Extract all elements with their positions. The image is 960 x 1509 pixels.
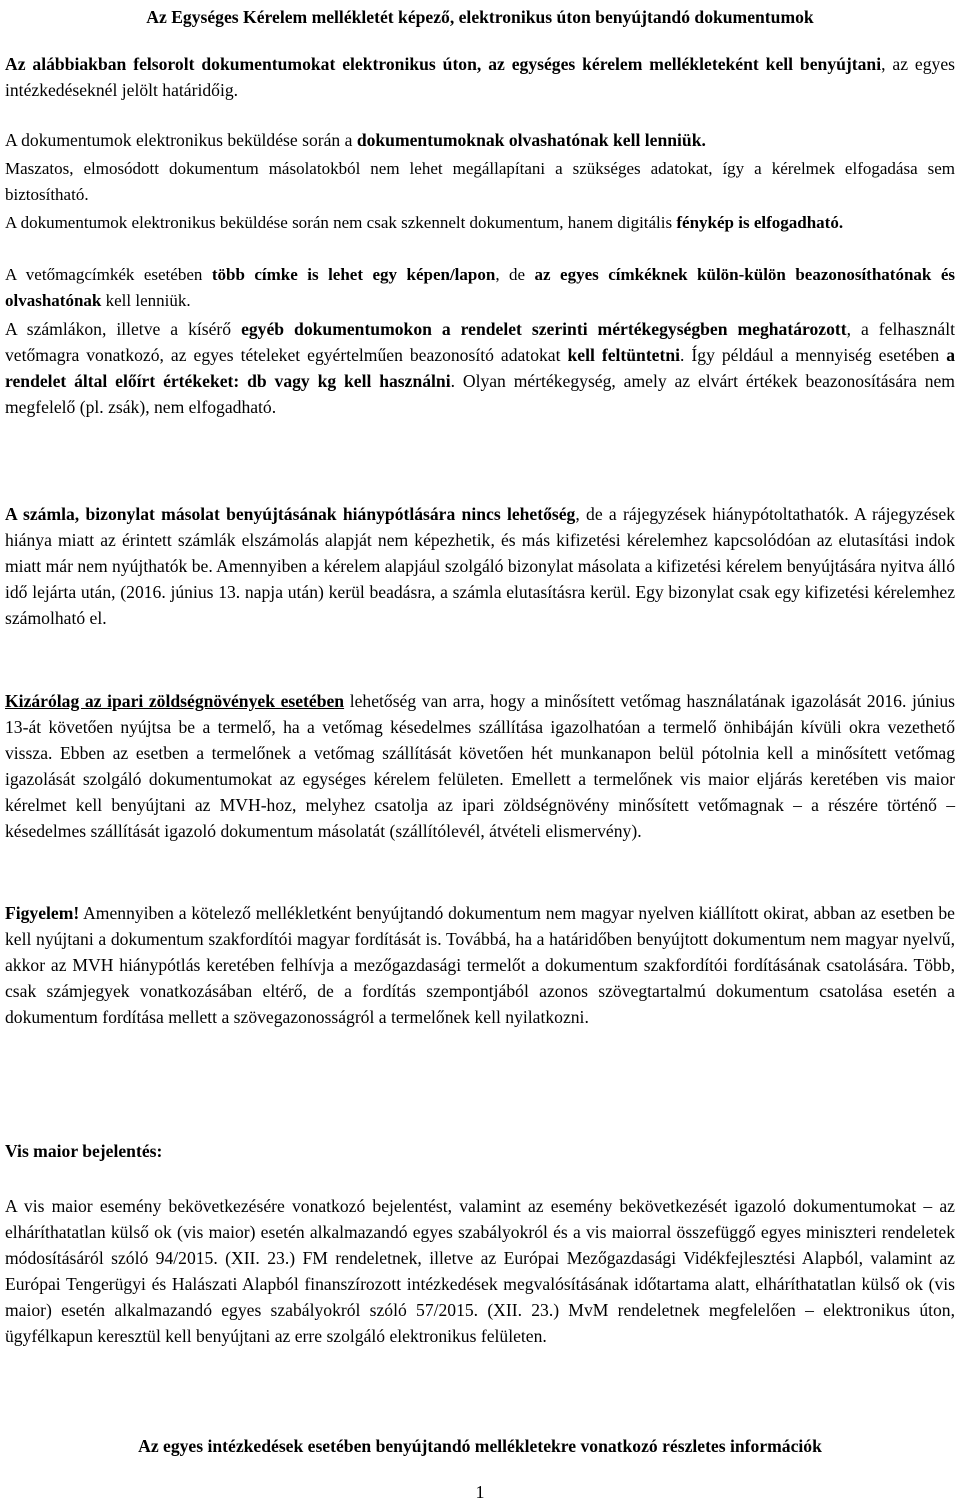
page-number: 1 — [475, 1482, 485, 1502]
seed-labels-text-a: A vetőmagcímkék esetében — [5, 265, 212, 284]
attention-label: Figyelem! — [5, 903, 80, 923]
units-text-e: . Így például a mennyiség esetében — [680, 345, 947, 366]
readability-text: A dokumentumok elektronikus beküldése során a — [5, 130, 357, 150]
photo-text: A dokumentumok elektronikus beküldése során nem csak szkennelt dokumentum, hanem digitális — [5, 213, 677, 232]
attention-paragraph — [5, 900, 955, 1030]
intro-paragraph — [5, 51, 955, 103]
units-bold-f: a rendelet által előírt értékeket: db vagy kg kell használni — [5, 345, 955, 392]
blurry-copies-paragraph: Maszatos, elmosódott dokumentum másolatokból nem lehet megállapítani a szükséges adatokat, így a kérelmek elfogadása sem biztosítható. — [5, 159, 955, 205]
deficiency-bold: A számla, bizonylat másolat benyújtásának hiánypótlására nincs lehetőség — [5, 504, 576, 524]
seed-labels-bold-b: több címke is lehet egy képen/lapon — [211, 265, 496, 284]
industrial-vegetables-underlined: Kizárólag az ipari zöldségnövények esetében — [5, 691, 345, 711]
vis-maior-heading: Vis maior bejelentés: — [5, 1141, 163, 1161]
units-text-a: A számlákon, illetve a kísérő — [5, 319, 242, 339]
seed-labels-text-c: , de — [495, 265, 535, 284]
readability-bold: dokumentumoknak olvashatónak kell lenniük. — [356, 130, 706, 150]
seed-labels-text-e: kell lenniük. — [101, 291, 191, 311]
vis-maior-paragraph: A vis maior esemény bekövetkezésére vonatkozó bejelentést, valamint az esemény bekövetkezését igazoló dokumentumokat – az elháríthatatlan külső ok (vis maior) esetén alkalmazandó egyes szabályokról és a vis maiorral összefüggő egyes miniszteri rendeletek módosításáról szóló 94/2015. (XII. 23.) FM rendeletnek, illetve az Európai Mezőgazdasági Vidékfejlesztési Alapból, valamint az Európai Tengerügyi és Halászati Alapból finanszírozott intézkedések megvalósításának időtartama alatt, elháríthatatlan külső ok (vis maior) esetén alkalmazandó egyes szabályokról szóló 57/2015. (XII. 23.) MvM rendeletnek megfelelően – elektronikus úton, ügyfélkapun keresztül kell benyújtani az erre szolgáló elektronikus felületen. — [5, 1196, 955, 1347]
photo-bold: fénykép is elfogadható. — [676, 213, 844, 232]
invoice-deficiency-paragraph — [5, 501, 955, 631]
intro-rest: , az egyes intézkedéseknél jelölt határidőig. — [5, 54, 955, 101]
attention-text: Amennyiben a kötelező mellékletként benyújtandó dokumentum nem magyar nyelven kiállított okirat, abban az esetben be kell nyújtani a dokumentum szakfordítói magyar fordítását is. Továbbá, ha a határidőben benyújtott dokumentum nem magyar nyelvű, akkor az MVH hiánypótlás keretében felhívja a mezőgazdasági termelőt a dokumentum szakfordítói fordításának csatolására. Több, csak számjegyek vonatkozásában eltérő, de a fordítás szempontjából azonos szövegtartalmú dokumentum csatolása esetén a dokumentum fordítása mellett a szövegazonosságról a termelőnek kell nyilatkozni. — [5, 903, 955, 1028]
industrial-vegetables-paragraph — [5, 688, 955, 845]
intro-bold: Az alábbiakban felsorolt dokumentumokat elektronikus úton, az egységes kérelem mellékleteként kell benyújtani — [5, 54, 882, 74]
readability-paragraph — [5, 127, 955, 153]
units-text-g: . Olyan mértékegység, amely az elvárt értékek beazonosítására nem megfelelő (pl. zsák), nem elfogadható. — [5, 371, 955, 418]
deficiency-text: , de a rájegyzések hiánypótoltathatók. A rájegyzések hiánya miatt az érintett számlák elszámolás alapját nem képezhetik, és más kifizetési kérelemhez kapcsolódóan az elutasítási indok miatt már nem nyújthatók be. Amennyiben a kérelem alapjául szolgáló bizonylat másolata a kifizetési kérelem benyújtására nyitva álló idő lejárta után, (2016. június 13. napja után) kerül beadásra, a számla elutasításra kerül. Egy bizonylat csak egy kifizetési kérelemhez számolható el. — [5, 504, 955, 629]
seed-labels-paragraph — [5, 262, 955, 314]
document-title: Az Egységes Kérelem mellékletét képező, elektronikus úton benyújtandó dokumentumok — [146, 7, 814, 27]
units-bold-b: egyéb dokumentumokon a rendelet szerinti mértékegységben meghatározott — [241, 319, 847, 339]
industrial-vegetables-text: lehetőség van arra, hogy a minősített vetőmag használatának igazolását 2016. június 13-át követően nyújtsa be a termelő, ha a vetőmag késedelmes szállítása igazolhatóan a termelő önhibáján kívüli okra vezethető vissza. Ebben az esetben a termelőnek a vetőmag szállítását követően hét munkanapon belül pótolnia kell a minősített vetőmag igazolását szolgáló dokumentumokat az egységes kérelem felületen. Emellett a termelőnek vis maior eljárás keretében vis maior kérelmet kell benyújtani az MVH-hoz, melyhez csatolja az ipari zöldségnövény minősített vetőmagnak – a részére történő – késedelmes szállítását igazoló dokumentum másolatát (szállítólevél, átvételi elismervény). — [5, 691, 955, 842]
units-bold-d: kell feltüntetni — [567, 345, 681, 366]
photo-paragraph — [5, 210, 955, 236]
seed-labels-bold-d: az egyes címkéknek külön-külön beazonosíthatónak és olvashatónak — [5, 265, 955, 311]
details-heading: Az egyes intézkedések esetében benyújtandó mellékletekre vonatkozó részletes információk — [138, 1436, 822, 1456]
units-text-c: , a felhasznált vetőmagra vonatkozó, az egyes tételeket egyértelműen beazonosító adatokat — [5, 319, 955, 366]
invoice-units-paragraph — [5, 316, 955, 420]
